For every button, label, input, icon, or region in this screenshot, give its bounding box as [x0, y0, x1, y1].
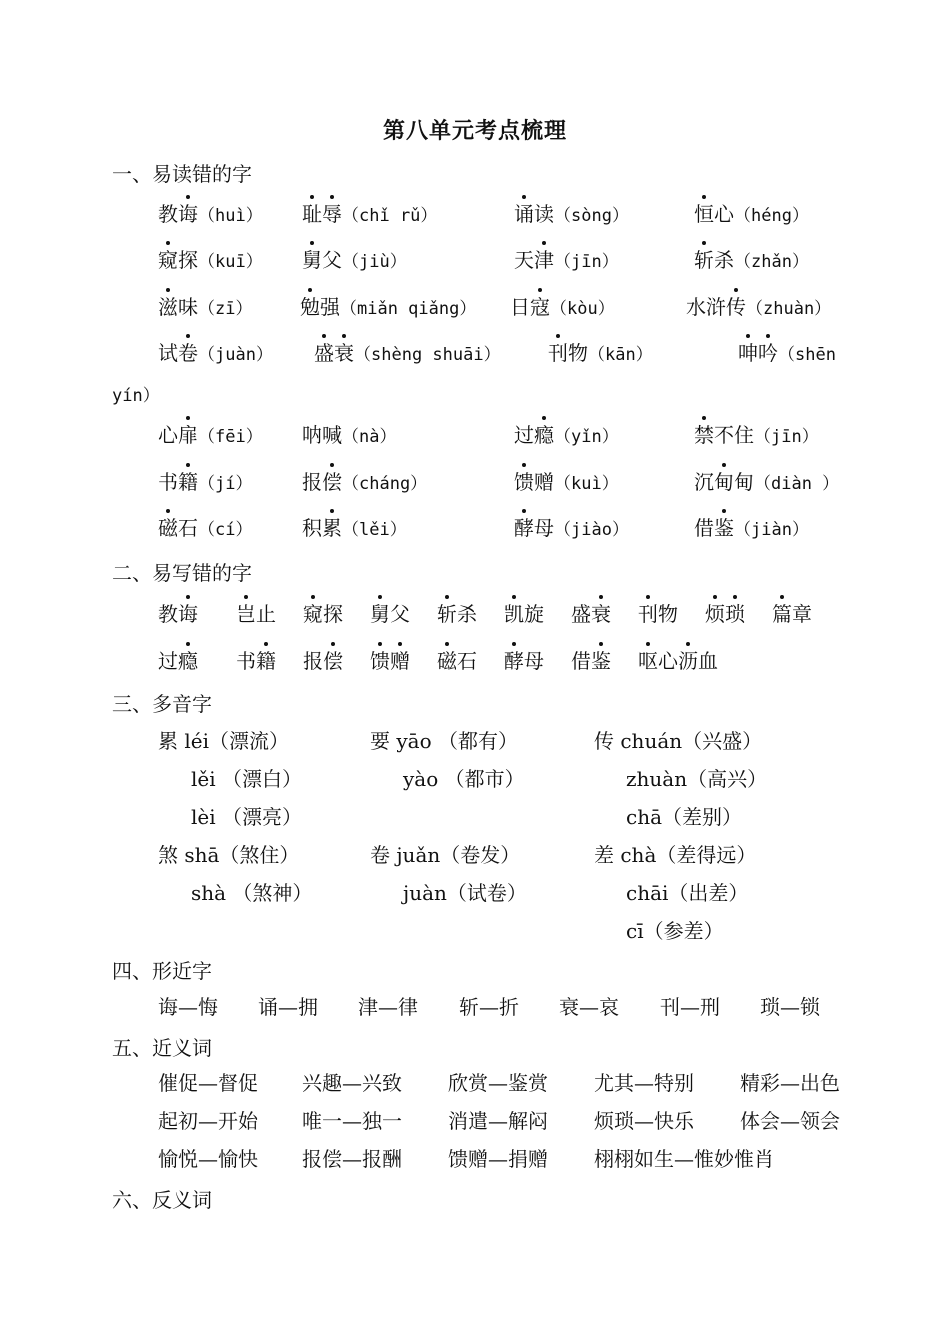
dotted-chars — [738, 341, 778, 365]
char-text: 物 — [568, 341, 588, 365]
dotted-chars — [726, 295, 746, 319]
miswrite-word — [705, 600, 745, 628]
pinyin-text: （zhuàn） — [746, 299, 832, 319]
char-text: 报 — [302, 470, 322, 494]
polyphone-entry: lèi （漂亮） — [191, 805, 302, 829]
dotted-chars — [314, 341, 354, 365]
pinyin-text: （héng） — [734, 206, 809, 226]
dotted-char: 滋 — [158, 295, 178, 319]
dotted-char: 瘾 — [178, 649, 198, 673]
pinyin-item — [514, 514, 629, 544]
miswrite-word — [772, 600, 812, 628]
dotted-chars — [514, 516, 534, 540]
synonym-pair: 愉悦—愉快 — [158, 1147, 258, 1171]
dotted-char: 呻 — [738, 341, 758, 365]
dotted-char: 窥 — [303, 602, 323, 626]
dotted-chars — [302, 248, 322, 272]
dotted-char: 呕 — [638, 649, 658, 673]
pinyin-item — [158, 246, 263, 276]
pinyin-item — [686, 293, 831, 323]
pinyin-text: （cháng） — [342, 474, 428, 494]
dotted-chars — [158, 516, 178, 540]
char-text: 甸 — [734, 470, 754, 494]
miswrite-word — [303, 647, 343, 675]
dotted-char: 沥 — [678, 649, 698, 673]
section-heading-2: 二、易写错的字 — [112, 561, 252, 585]
miswrite-word — [504, 600, 544, 628]
dotted-char: 篇 — [772, 602, 792, 626]
pinyin-item — [514, 421, 619, 451]
dotted-chars — [158, 295, 178, 319]
dotted-chars — [300, 295, 320, 319]
dotted-char: 诲 — [178, 202, 198, 226]
char-text: 借 — [571, 649, 591, 673]
char-text: 水浒 — [686, 295, 726, 319]
char-text: 书 — [158, 470, 178, 494]
dotted-char: 诲 — [178, 602, 198, 626]
pinyin-text: （shēn — [778, 345, 836, 365]
char-text: 天 — [514, 248, 534, 272]
pinyin-item — [302, 468, 427, 498]
char-text: 石 — [178, 516, 198, 540]
char-text: 试 — [158, 341, 178, 365]
dotted-char: 窥 — [158, 248, 178, 272]
char-text: 盛 — [571, 602, 591, 626]
pinyin-item — [694, 200, 809, 230]
dotted-char: 舅 — [302, 248, 322, 272]
polyphone-entry: chāi（出差） — [626, 881, 749, 905]
dotted-chars — [534, 423, 554, 447]
dotted-char: 鉴 — [591, 649, 611, 673]
pinyin-text: （zhǎn） — [734, 252, 809, 272]
pinyin-text: （jīn） — [554, 252, 619, 272]
pinyin-item — [694, 246, 809, 276]
char-text: 呐 — [302, 423, 322, 447]
pinyin-item — [158, 514, 252, 544]
pinyin-item — [694, 514, 809, 544]
pinyin-text: （kuì） — [554, 474, 619, 494]
polyphone-entry: 卷 juǎn（卷发） — [370, 843, 521, 867]
polyphone-entry: 要 yāo （都有） — [370, 729, 518, 753]
char-text: 赠 — [534, 470, 554, 494]
dotted-chars — [514, 470, 534, 494]
dotted-char: 舅 — [370, 602, 390, 626]
synonym-pair: 起初—开始 — [158, 1109, 258, 1133]
synonym-pair: 兴趣—兴致 — [302, 1071, 402, 1095]
char-text: 过 — [514, 423, 534, 447]
dotted-char: 诵 — [514, 202, 534, 226]
miswrite-word — [437, 647, 477, 675]
pinyin-text: （juàn） — [198, 345, 273, 365]
char-text: 章 — [792, 602, 812, 626]
char-text: 书 — [236, 649, 256, 673]
synonym-pair: 馈赠—捐赠 — [448, 1147, 548, 1171]
dotted-char: 籍 — [178, 470, 198, 494]
dotted-char: 扉 — [178, 423, 198, 447]
pinyin-item — [300, 293, 476, 323]
polyphone-entry: shà （煞神） — [191, 881, 313, 905]
dotted-chars — [178, 470, 198, 494]
synonym-pair: 栩栩如生—惟妙惟肖 — [594, 1147, 774, 1171]
similar-pair: 津—律 — [358, 995, 418, 1019]
dotted-char: 赠 — [390, 649, 410, 673]
dotted-chars — [694, 202, 714, 226]
synonym-pair: 精彩—出色 — [740, 1071, 840, 1095]
dotted-char: 禁 — [694, 423, 714, 447]
dotted-char: 偿 — [322, 470, 342, 494]
pinyin-text: （jí） — [198, 474, 253, 494]
char-text: 物 — [658, 602, 678, 626]
similar-pair: 琐—锁 — [760, 995, 820, 1019]
pinyin-item — [158, 339, 273, 369]
pinyin-item — [514, 200, 629, 230]
dotted-char: 鉴 — [714, 516, 734, 540]
dotted-char: 恒 — [694, 202, 714, 226]
pinyin-item — [158, 421, 263, 451]
section-heading-1: 一、易读错的字 — [112, 162, 252, 186]
pinyin-text: yín） — [112, 386, 160, 406]
pinyin-item — [302, 421, 396, 451]
pinyin-text: （kuī） — [198, 252, 263, 272]
dotted-chars — [178, 202, 198, 226]
similar-pair: 斩—折 — [459, 995, 519, 1019]
char-text: 石 — [457, 649, 477, 673]
synonym-pair: 烦琐—快乐 — [594, 1109, 694, 1133]
dotted-char: 烦 — [705, 602, 725, 626]
pinyin-item — [302, 200, 437, 230]
dotted-char: 衰 — [591, 602, 611, 626]
pinyin-text: （miǎn qiǎng） — [340, 299, 477, 319]
dotted-char: 勉 — [300, 295, 320, 319]
dotted-char: 耻 — [302, 202, 322, 226]
polyphone-entry: yào （都市） — [403, 767, 525, 791]
pinyin-item — [158, 200, 263, 230]
char-text: 探 — [323, 602, 343, 626]
synonym-pair: 尤其—特别 — [594, 1071, 694, 1095]
dotted-chars — [322, 516, 342, 540]
pinyin-item — [158, 468, 252, 498]
synonym-pair: 唯一—独一 — [302, 1109, 402, 1133]
pinyin-item — [302, 514, 407, 544]
pinyin-item — [510, 293, 615, 323]
synonym-pair: 催促—督促 — [158, 1071, 258, 1095]
char-text: 教 — [158, 602, 178, 626]
pinyin-text: （zī） — [198, 299, 253, 319]
pinyin-text: （chǐ rǔ） — [342, 206, 438, 226]
dotted-char: 凯 — [504, 602, 524, 626]
pinyin-item — [314, 339, 501, 369]
pinyin-item — [514, 468, 619, 498]
dotted-chars — [158, 248, 178, 272]
section-heading-6: 六、反义词 — [112, 1188, 212, 1212]
dotted-char: 馈 — [514, 470, 534, 494]
dotted-char: 津 — [534, 248, 554, 272]
char-text: 过 — [158, 649, 178, 673]
dotted-char: 辱 — [322, 202, 342, 226]
char-text: 喊 — [322, 423, 342, 447]
miswrite-word — [571, 600, 611, 628]
similar-pair: 刊—刑 — [660, 995, 720, 1019]
dotted-char: 吟 — [758, 341, 778, 365]
pinyin-text: （kòu） — [550, 299, 615, 319]
miswrite-word — [236, 647, 276, 675]
char-text: 强 — [320, 295, 340, 319]
synonym-pair: 体会—领会 — [740, 1109, 840, 1133]
miswrite-word — [638, 600, 678, 628]
char-text: 心 — [658, 649, 678, 673]
pinyin-item — [514, 246, 619, 276]
pinyin-text: （jiù） — [342, 252, 407, 272]
dotted-chars — [714, 470, 734, 494]
pinyin-text: （nà） — [342, 427, 397, 447]
polyphone-entry: 传 chuán（兴盛） — [594, 729, 763, 753]
dotted-char: 盛 — [314, 341, 334, 365]
char-text: 沉 — [694, 470, 714, 494]
pinyin-text: （shèng shuāi） — [354, 345, 501, 365]
polyphone-entry: 煞 shā（煞住） — [158, 843, 300, 867]
char-text: 日 — [510, 295, 530, 319]
dotted-char: 籍 — [256, 649, 276, 673]
pinyin-text: （cí） — [198, 520, 253, 540]
polyphone-entry: chā（差别） — [626, 805, 743, 829]
pinyin-text: （jiàn） — [734, 520, 809, 540]
dotted-char: 斩 — [437, 602, 457, 626]
miswrite-word — [158, 647, 198, 675]
char-text: 报 — [303, 649, 323, 673]
miswrite-word — [437, 600, 477, 628]
miswrite-word — [303, 600, 343, 628]
dotted-char: 斩 — [694, 248, 714, 272]
pinyin-wrap — [112, 380, 160, 410]
char-text: 母 — [534, 516, 554, 540]
dotted-chars — [548, 341, 568, 365]
dotted-char: 刊 — [548, 341, 568, 365]
page-title: 第八单元考点梳理 — [382, 118, 567, 144]
pinyin-text: （diàn ） — [754, 474, 840, 494]
char-text: 借 — [694, 516, 714, 540]
dotted-char: 累 — [322, 516, 342, 540]
pinyin-item — [694, 468, 839, 498]
char-text: 旋 — [524, 602, 544, 626]
dotted-chars — [714, 516, 734, 540]
char-text: 杀 — [714, 248, 734, 272]
char-text: 止 — [256, 602, 276, 626]
dotted-chars — [178, 423, 198, 447]
dotted-chars — [534, 248, 554, 272]
pinyin-text: （jiào） — [554, 520, 629, 540]
polyphone-entry: juàn（试卷） — [403, 881, 527, 905]
char-text: 探 — [178, 248, 198, 272]
dotted-char: 寇 — [530, 295, 550, 319]
pinyin-item — [302, 246, 407, 276]
dotted-chars — [302, 202, 342, 226]
synonym-pair: 报偿—报酬 — [302, 1147, 402, 1171]
pinyin-text: （lěi） — [342, 520, 407, 540]
char-text: 血 — [698, 649, 718, 673]
dotted-chars — [530, 295, 550, 319]
dotted-char: 卷 — [178, 341, 198, 365]
section-heading-5: 五、近义词 — [112, 1036, 212, 1060]
similar-pair: 诵—拥 — [258, 995, 318, 1019]
polyphone-entry: lěi （漂白） — [191, 767, 302, 791]
pinyin-text: （sòng） — [554, 206, 629, 226]
char-text: 父 — [390, 602, 410, 626]
dotted-char: 刊 — [638, 602, 658, 626]
pinyin-item — [694, 421, 819, 451]
pinyin-item — [548, 339, 653, 369]
char-text: 心 — [714, 202, 734, 226]
dotted-chars — [694, 248, 714, 272]
dotted-char: 瘾 — [534, 423, 554, 447]
dotted-char: 传 — [726, 295, 746, 319]
polyphone-entry: zhuàn（高兴） — [626, 767, 768, 791]
dotted-chars — [322, 470, 342, 494]
miswrite-word — [158, 600, 198, 628]
pinyin-text: （kān） — [588, 345, 653, 365]
dotted-chars — [514, 202, 534, 226]
char-text: 味 — [178, 295, 198, 319]
synonym-pair: 消遣—解闷 — [448, 1109, 548, 1133]
char-text: 父 — [322, 248, 342, 272]
similar-pair: 衰—哀 — [559, 995, 619, 1019]
dotted-char: 酵 — [514, 516, 534, 540]
char-text: 不住 — [714, 423, 754, 447]
polyphone-entry: 差 chà（差得远） — [594, 843, 757, 867]
dotted-chars — [694, 423, 714, 447]
polyphone-entry: cī（参差） — [626, 919, 724, 943]
dotted-char: 衰 — [334, 341, 354, 365]
char-text: 读 — [534, 202, 554, 226]
pinyin-text: （fēi） — [198, 427, 263, 447]
miswrite-word — [504, 647, 544, 675]
dotted-char: 岂 — [236, 602, 256, 626]
dotted-chars — [178, 341, 198, 365]
pinyin-text: （huì） — [198, 206, 263, 226]
dotted-char: 磁 — [158, 516, 178, 540]
dotted-char: 琐 — [725, 602, 745, 626]
dotted-char: 馈 — [370, 649, 390, 673]
miswrite-word — [370, 647, 410, 675]
dotted-char: 磁 — [437, 649, 457, 673]
char-text: 杀 — [457, 602, 477, 626]
pinyin-item — [158, 293, 252, 323]
pinyin-text: （yǐn） — [554, 427, 619, 447]
synonym-pair: 欣赏—鉴赏 — [448, 1071, 548, 1095]
section-heading-3: 三、多音字 — [112, 692, 212, 716]
similar-pair: 诲—悔 — [158, 995, 218, 1019]
section-heading-4: 四、形近字 — [112, 959, 212, 983]
char-text: 心 — [158, 423, 178, 447]
miswrite-word — [236, 600, 276, 628]
dotted-char: 甸 — [714, 470, 734, 494]
pinyin-text: （jīn） — [754, 427, 819, 447]
pinyin-item — [738, 339, 836, 369]
miswrite-word — [638, 647, 718, 675]
dotted-char: 酵 — [504, 649, 524, 673]
char-text: 教 — [158, 202, 178, 226]
miswrite-word — [571, 647, 611, 675]
miswrite-word — [370, 600, 410, 628]
char-text: 积 — [302, 516, 322, 540]
dotted-char: 偿 — [323, 649, 343, 673]
polyphone-entry: 累 léi（漂流） — [158, 729, 289, 753]
char-text: 母 — [524, 649, 544, 673]
